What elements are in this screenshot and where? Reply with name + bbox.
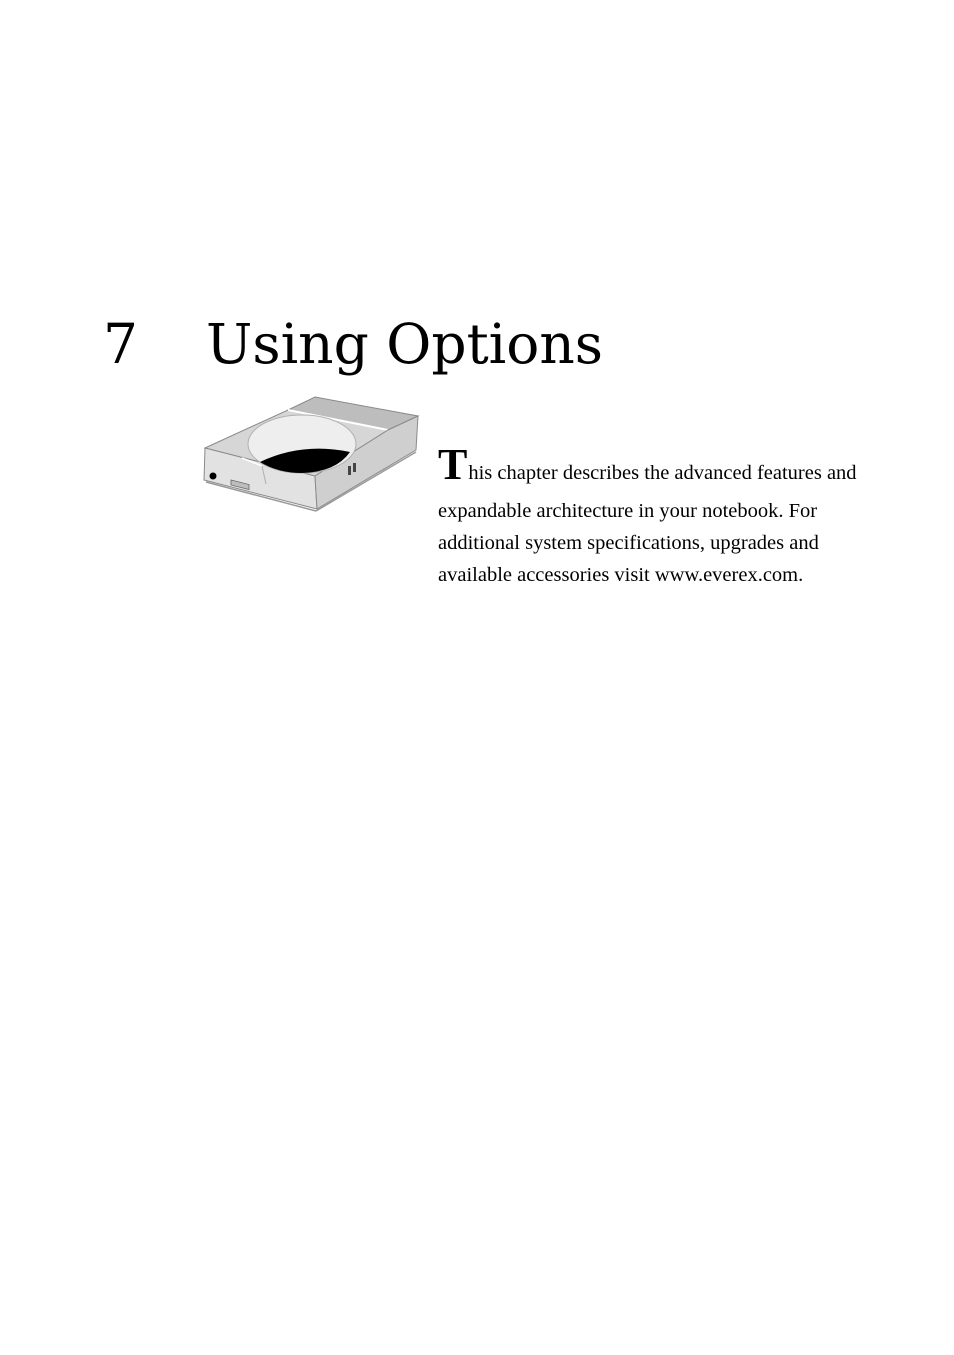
- drop-cap: T: [438, 440, 468, 489]
- chapter-title: Using Options: [206, 311, 604, 376]
- intro-line: [438, 440, 908, 495]
- intro-line: additional system specifications, upgrades and: [438, 532, 819, 554]
- external-drive-icon: [200, 392, 422, 514]
- chapter-number: 7: [103, 311, 138, 376]
- intro-paragraph: [438, 440, 908, 591]
- intro-line: available accessories visit www.everex.com.: [438, 564, 804, 586]
- external-drive-illustration: [200, 392, 422, 514]
- intro-line: expandable architecture in your notebook. For: [438, 500, 818, 522]
- intro-line-text: his chapter describes the advanced features and: [468, 462, 857, 484]
